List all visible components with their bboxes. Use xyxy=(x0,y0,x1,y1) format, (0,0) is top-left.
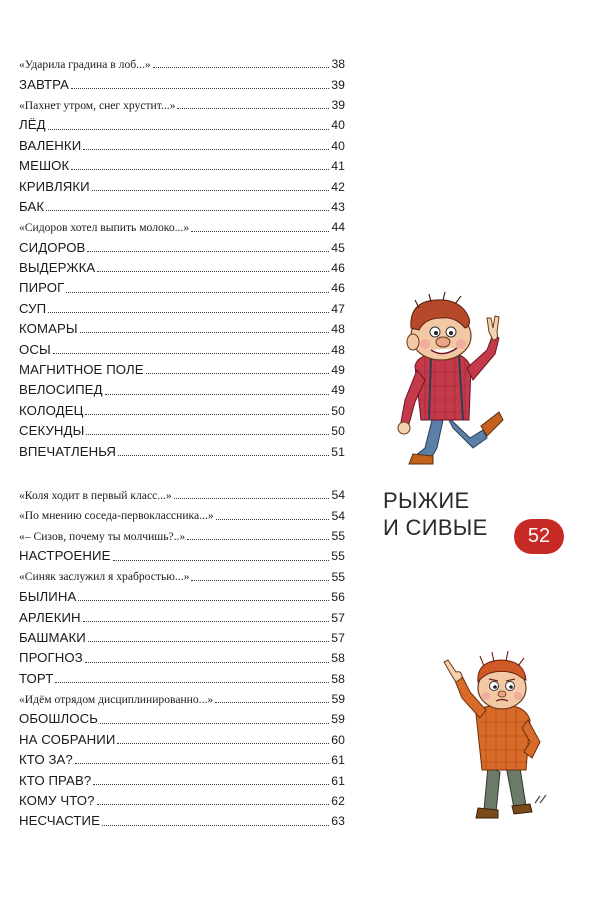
toc-entry-title: КОЛОДЕЦ xyxy=(19,402,84,418)
decorative-mark-icon xyxy=(534,794,548,804)
toc-entry-page: 55 xyxy=(331,549,345,564)
toc-entry-title: КТО ПРАВ? xyxy=(19,772,92,788)
toc-entry[interactable] xyxy=(19,52,345,72)
toc-entry-title: БАШМАКИ xyxy=(19,629,86,645)
toc-entry-page: 63 xyxy=(331,814,345,829)
toc-entry[interactable] xyxy=(19,809,345,829)
toc-entry-page: 59 xyxy=(331,712,345,727)
toc-entry[interactable] xyxy=(19,605,345,625)
toc-entry-page: 38 xyxy=(331,57,345,72)
toc-dot-leader xyxy=(85,662,329,663)
toc-dot-leader xyxy=(100,723,329,724)
toc-entry[interactable] xyxy=(19,113,345,133)
toc-dot-leader xyxy=(87,251,329,252)
toc-dot-leader xyxy=(153,67,329,68)
toc-dot-leader xyxy=(83,621,329,622)
toc-entry[interactable] xyxy=(19,236,345,256)
toc-entry[interactable] xyxy=(19,174,345,194)
toc-entry[interactable] xyxy=(19,276,345,296)
toc-dot-leader xyxy=(191,231,329,232)
toc-dot-leader xyxy=(71,88,329,89)
toc-entry[interactable] xyxy=(19,748,345,768)
toc-entry[interactable] xyxy=(19,544,345,564)
toc-dot-leader xyxy=(48,312,329,313)
toc-entry-title: АРЛЕКИН xyxy=(19,609,81,625)
toc-dot-leader xyxy=(191,580,329,581)
toc-entry[interactable] xyxy=(19,134,345,154)
toc-dot-leader xyxy=(118,455,329,456)
toc-entry[interactable] xyxy=(19,399,345,419)
toc-entry-title: ПРОГНОЗ xyxy=(19,650,83,666)
toc-dot-leader xyxy=(97,271,329,272)
toc-dot-leader xyxy=(86,434,329,435)
toc-entry-page: 54 xyxy=(331,508,345,523)
toc-list-part-2 xyxy=(19,483,345,830)
toc-entry[interactable] xyxy=(19,72,345,92)
toc-entry-page: 50 xyxy=(331,424,345,439)
toc-entry-title: «Сидоров хотел выпить молоко...» xyxy=(19,220,190,234)
section-title-line2: И СИВЫЕ xyxy=(383,515,488,540)
boy-waving-illustration xyxy=(375,288,525,473)
toc-dot-leader xyxy=(93,784,329,785)
toc-entry-title: НА СОБРАНИИ xyxy=(19,731,116,747)
toc-dot-leader xyxy=(117,743,329,744)
toc-dot-leader xyxy=(46,210,329,211)
toc-entry-page: 58 xyxy=(331,651,345,666)
toc-entry-page: 54 xyxy=(331,488,345,503)
toc-entry[interactable] xyxy=(19,667,345,687)
toc-entry-title: «По мнению соседа-первоклассника...» xyxy=(19,509,214,523)
toc-entry-page: 49 xyxy=(331,363,345,378)
toc-entry-page: 39 xyxy=(331,77,345,92)
toc-entry[interactable] xyxy=(19,215,345,235)
toc-entry-title: ВЕЛОСИПЕД xyxy=(19,382,103,398)
toc-entry[interactable] xyxy=(19,728,345,748)
toc-entry-title: МАГНИТНОЕ ПОЛЕ xyxy=(19,362,144,378)
toc-entry-title: КРИВЛЯКИ xyxy=(19,178,90,194)
toc-dot-leader xyxy=(75,763,329,764)
toc-entry-page: 57 xyxy=(331,630,345,645)
toc-dot-leader xyxy=(66,292,329,293)
section-title xyxy=(383,487,488,541)
toc-entry-title: ВАЛЕНКИ xyxy=(19,137,82,153)
toc-entry-title: ЛЁД xyxy=(19,117,46,133)
toc-dot-leader xyxy=(48,129,329,130)
toc-entry[interactable] xyxy=(19,483,345,503)
toc-entry[interactable] xyxy=(19,154,345,174)
section-title-line1: РЫЖИЕ xyxy=(383,488,470,513)
toc-dot-leader xyxy=(83,149,329,150)
toc-entry[interactable] xyxy=(19,503,345,523)
toc-entry-title: СУП xyxy=(19,300,47,316)
toc-entry-title: КТО ЗА? xyxy=(19,752,73,768)
toc-entry[interactable] xyxy=(19,93,345,113)
toc-dot-leader xyxy=(177,108,329,109)
toc-entry-title: ЗАВТРА xyxy=(19,76,70,92)
toc-entry[interactable] xyxy=(19,626,345,646)
toc-dot-leader xyxy=(80,332,329,333)
toc-dot-leader xyxy=(92,190,329,191)
toc-dot-leader xyxy=(187,539,329,540)
toc-entry[interactable] xyxy=(19,524,345,544)
toc-entry-title: МЕШОК xyxy=(19,158,70,174)
boy-pointing-illustration xyxy=(428,648,578,823)
toc-entry-title: ОБОШЛОСЬ xyxy=(19,711,98,727)
toc-dot-leader xyxy=(78,600,329,601)
toc-entry-title: НАСТРОЕНИЕ xyxy=(19,548,111,564)
toc-entry-title: «Пахнет утром, снег хрустит...» xyxy=(19,98,176,112)
toc-dot-leader xyxy=(85,414,329,415)
toc-entry[interactable] xyxy=(19,378,345,398)
toc-entry[interactable] xyxy=(19,646,345,666)
toc-entry-title: СИДОРОВ xyxy=(19,239,86,255)
toc-entry-page: 46 xyxy=(331,281,345,296)
toc-entry-page: 51 xyxy=(331,444,345,459)
toc-entry[interactable] xyxy=(19,789,345,809)
toc-entry-title: КОМАРЫ xyxy=(19,321,78,337)
toc-entry-page: 55 xyxy=(331,569,345,584)
toc-entry-page: 59 xyxy=(331,692,345,707)
toc-entry-page: 57 xyxy=(331,610,345,625)
toc-entry-title: «Идём отрядом дисциплинированно...» xyxy=(19,692,214,706)
toc-entry-title: НЕСЧАСТИЕ xyxy=(19,813,101,829)
toc-dot-leader xyxy=(146,373,329,374)
toc-entry-page: 42 xyxy=(331,179,345,194)
toc-entry-page: 61 xyxy=(331,773,345,788)
toc-entry-page: 46 xyxy=(331,261,345,276)
toc-entry-page: 61 xyxy=(331,753,345,768)
toc-dot-leader xyxy=(105,394,329,395)
toc-entry-page: 45 xyxy=(331,240,345,255)
toc-entry-title: КОМУ ЧТО? xyxy=(19,793,95,809)
toc-entry-page: 60 xyxy=(331,732,345,747)
toc-dot-leader xyxy=(216,519,329,520)
toc-entry-title: ВЫДЕРЖКА xyxy=(19,260,96,276)
section-page-badge: 52 xyxy=(514,519,564,554)
toc-entry-page: 40 xyxy=(331,118,345,133)
toc-entry-title: БЫЛИНА xyxy=(19,589,77,605)
toc-entry-page: 40 xyxy=(331,138,345,153)
toc-entry-title: БАК xyxy=(19,198,45,214)
toc-entry[interactable] xyxy=(19,256,345,276)
toc-dot-leader xyxy=(88,641,329,642)
toc-dot-leader xyxy=(215,702,329,703)
toc-entry[interactable] xyxy=(19,337,345,357)
toc-entry-page: 47 xyxy=(331,301,345,316)
toc-dot-leader xyxy=(71,169,329,170)
toc-entry-page: 58 xyxy=(331,671,345,686)
toc-entry-page: 62 xyxy=(331,794,345,809)
toc-entry-page: 41 xyxy=(331,159,345,174)
toc-entry-page: 43 xyxy=(331,199,345,214)
toc-entry[interactable] xyxy=(19,707,345,727)
toc-entry-page: 49 xyxy=(331,383,345,398)
toc-entry-title: «Коля ходит в первый класс...» xyxy=(19,488,172,502)
toc-entry[interactable] xyxy=(19,195,345,215)
toc-dot-leader xyxy=(97,804,329,805)
toc-list-part-1 xyxy=(19,52,345,460)
toc-entry-title: СЕКУНДЫ xyxy=(19,423,85,439)
toc-entry-page: 48 xyxy=(331,322,345,337)
toc-entry-page: 39 xyxy=(331,97,345,112)
toc-dot-leader xyxy=(174,498,329,499)
toc-dot-leader xyxy=(102,825,329,826)
toc-entry[interactable] xyxy=(19,419,345,439)
toc-entry[interactable] xyxy=(19,317,345,337)
toc-entry-title: ВПЕЧАТЛЕНЬЯ xyxy=(19,443,117,459)
toc-entry-title: «Ударила градина в лоб...» xyxy=(19,57,151,71)
toc-entry-title: ПИРОГ xyxy=(19,280,65,296)
toc-dot-leader xyxy=(55,682,329,683)
toc-entry-page: 50 xyxy=(331,403,345,418)
toc-entry[interactable] xyxy=(19,687,345,707)
toc-entry-page: 55 xyxy=(331,528,345,543)
toc-entry-page: 44 xyxy=(331,220,345,235)
toc-dot-leader xyxy=(53,353,329,354)
toc-entry-page: 56 xyxy=(331,590,345,605)
toc-entry-title: «– Сизов, почему ты молчишь?..» xyxy=(19,529,186,543)
toc-entry[interactable] xyxy=(19,358,345,378)
toc-entry-page: 48 xyxy=(331,342,345,357)
toc-entry-title: «Синяк заслужил я храбростью...» xyxy=(19,570,190,584)
toc-entry[interactable] xyxy=(19,768,345,788)
toc-entry-title: ТОРТ xyxy=(19,670,54,686)
toc-entry[interactable] xyxy=(19,297,345,317)
toc-dot-leader xyxy=(113,560,329,561)
toc-entry[interactable] xyxy=(19,439,345,459)
toc-entry-title: ОСЫ xyxy=(19,341,51,357)
toc-entry[interactable] xyxy=(19,585,345,605)
toc-entry[interactable] xyxy=(19,565,345,585)
